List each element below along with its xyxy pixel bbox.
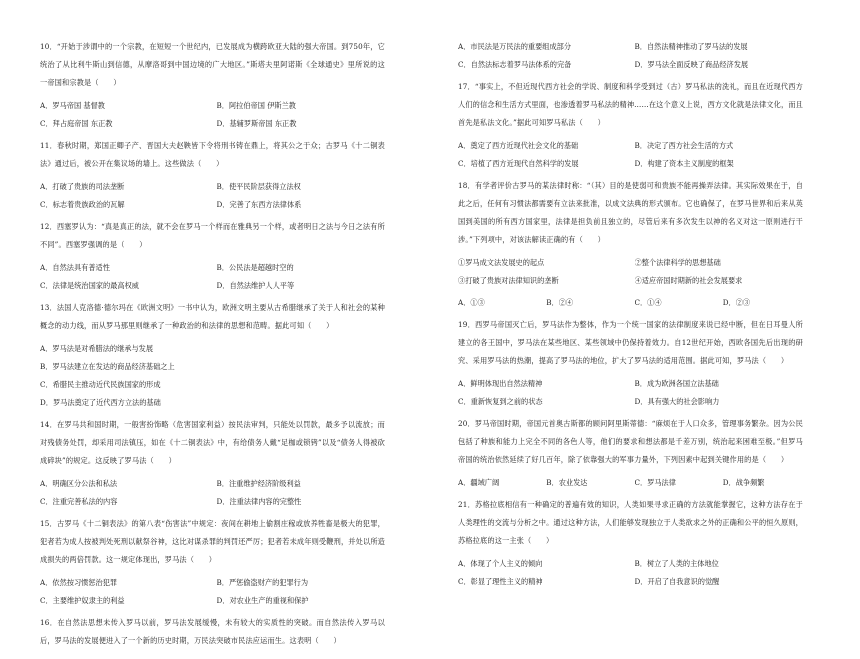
question-q21 <box>458 496 803 595</box>
question-spacer <box>458 591 803 595</box>
question-q14 <box>40 416 385 515</box>
answer-option[interactable]: A．自然法具有普适性 <box>40 263 110 272</box>
question-stem: 12．西塞罗认为：“真是真正的法，就不会在罗马一个样而在雅典另一个样，或者明日之法与今日之法有所不同”。西塞罗强调的是（ ） <box>40 222 385 249</box>
option-list <box>458 555 803 591</box>
answer-option[interactable]: D．构建了资本主义制度的框架 <box>634 159 734 168</box>
left-column <box>40 38 385 659</box>
answer-option[interactable]: D．罗马法奠定了近代西方立法的基础 <box>40 398 161 407</box>
question-stem: 17．“事实上，不但近现代西方社会的学说、制度和科学受到过（古）罗马私法的洗礼，而且在近现代西方人们的信念和生活方式里面，也渗透着罗马私法的精神……在这个意义上说，西方文化就是法律文化，而且首先是私法文化。”据此可知罗马私法（ ） <box>458 82 803 127</box>
answer-option[interactable]: D．罗马法全面反映了商品经济发展 <box>634 60 749 69</box>
question-stem: 10．“开始于涉谓中的一个宗教，在短短一个世纪内，已发展成为横跨欧亚大陆的强大帝国。到750年，它统治了从比利牛斯山到信德，从摩洛哥到中国边境的广大地区。”斯塔夫里阿诺斯《全球通史》里所说的这一帝国和宗教是（ ） <box>40 42 385 87</box>
answer-option[interactable]: A．奠定了西方近现代社会文化的基础 <box>458 141 579 150</box>
question-q17 <box>458 78 803 177</box>
question-stem: 20．罗马帝国时期，帝国元首奥古斯都的顾问阿里斯蒂德：“麻烦在于人口众多，管理事务繁杂。因为公民包括了种族和能力上完全不同的各色人等，他们的要求和想法都是千差万别，统治起来困难至极。”但罗马帝国的统治依然延续了好几百年，除了依靠强大的军事力量外，下列因素中起到关键作用的是（ ） <box>458 419 803 464</box>
question-spacer <box>40 655 385 659</box>
question-stem: 21．苏格拉底相信有一种确定的普遍有效的知识，人类如果寻求正确的方法就能掌握它，这种方法存在于人类理性的交流与分析之中。通过这种方法，人们能够发现独立于人类欲求之外的正确和公平的恒久原则，苏格拉底的这一主张（ ） <box>458 500 803 545</box>
answer-option[interactable]: D．战争频繁 <box>722 478 765 487</box>
answer-option[interactable]: ②整个法律科学的思想基础 <box>634 258 721 267</box>
answer-option[interactable]: B．罗马法建立在发达的商品经济基础之上 <box>40 362 175 371</box>
answer-option[interactable]: A．打破了贵族的司法垄断 <box>40 182 125 191</box>
answer-option[interactable]: C．拜占庭帝国 东正教 <box>40 119 113 128</box>
answer-option[interactable]: B．②④ <box>546 298 574 307</box>
question-q18-choices <box>458 294 803 316</box>
answer-option[interactable]: A．鲜明体现出自然法精神 <box>458 379 543 388</box>
answer-option[interactable]: C．标志着贵族政治的瓦解 <box>40 200 125 209</box>
answer-option[interactable]: D．完善了东西方法律体系 <box>216 200 302 209</box>
option-list <box>40 97 385 133</box>
answer-option[interactable]: B．使平民阶层获得立法权 <box>216 182 301 191</box>
question-q19 <box>458 316 803 415</box>
answer-option[interactable]: C．罗马法律 <box>634 478 676 487</box>
option-list <box>40 574 385 610</box>
question-q11 <box>40 137 385 218</box>
question-q20 <box>458 415 803 496</box>
answer-option[interactable]: C．彰显了理性主义的精神 <box>458 577 543 586</box>
answer-option[interactable]: A．疆域广阔 <box>458 478 500 487</box>
question-stem: 16．在自然法思想未传入罗马以前，罗马法发展缓慢，未有较大的实质性的突破。而自然法传入罗马以后，罗马法的发展便进入了一个新的历史时期，万民法突破市民法应运而生。这表明（ ） <box>40 618 385 645</box>
question-stem: 15．古罗马《十二铜表法》的第八表“伤害法”中规定：夜间在耕地上偷割庄稼或放养牲畜是极大的犯罪，犯者若为成人按被判处死刑以献祭谷神，这比对谋杀罪的判罚还严厉；犯者若未成年则受鞭刑，并处以所造成损失的两倍罚款。这一规定体现出，罗马法（ ） <box>40 519 385 564</box>
answer-option[interactable]: A．①③ <box>458 298 485 307</box>
option-list <box>40 259 385 295</box>
option-list <box>458 254 803 290</box>
option-list <box>40 475 385 511</box>
answer-option[interactable]: ③打破了贵族对法律知识的垄断 <box>458 276 559 285</box>
option-list <box>40 340 385 412</box>
answer-option[interactable]: A．罗马帝国 基督教 <box>40 101 105 110</box>
answer-option[interactable]: D．注重法律内容的完整性 <box>216 497 302 506</box>
answer-option[interactable]: B．树立了人类的主体地位 <box>634 559 719 568</box>
answer-option[interactable]: C．①④ <box>634 298 662 307</box>
answer-option[interactable]: B．公民法是超越时空的 <box>216 263 294 272</box>
question-q18 <box>458 177 803 294</box>
question-stem: 14．在罗马共和国时期，一般害扮饰略（危害国家利益）按民法审判，只能处以罚款，最多予以流放；而对残债务处罚，却采用司法镇压，如在《十二铜表法》中，有给债务人戴“足枷或锁铐”以及“债务人得被砍成碎块”的规定。这反映了罗马法（ ） <box>40 420 385 465</box>
option-list <box>458 474 803 492</box>
answer-option[interactable]: B．农业发达 <box>546 478 588 487</box>
answer-option[interactable]: D．②③ <box>722 298 751 307</box>
answer-option[interactable]: C．重新恢复到之前的状态 <box>458 397 543 406</box>
answer-option[interactable]: D．基辅罗斯帝国 东正教 <box>216 119 297 128</box>
answer-option[interactable]: A．依然按习惯惩治犯罪 <box>40 578 118 587</box>
question-stem: 11．春秋时期，郑国正卿子产、晋国大夫赵鞅皆下令将刑书铸在鼎上，将其公之于众；古罗马《十二铜表法》通过后，被公开在集议场的墙上。这些做法（ ） <box>40 141 385 168</box>
answer-option[interactable]: C．自然法标志着罗马法体系的完备 <box>458 60 572 69</box>
question-stem: 19．西罗马帝国灭亡后，罗马法作为整体，作为一个统一国家的法律制度来说已经中断，但在日耳曼人所建立的各王国中，罗马法在某些地区、某些领域中仍保持着效力。自12世纪开始，西欧各国先后出现的研究、采用罗马法的热潮，提高了罗马法的地位，扩大了罗马法的适用范围。据此可知，罗马法（ ） <box>458 320 803 365</box>
question-q15 <box>40 515 385 614</box>
question-q13 <box>40 299 385 416</box>
question-stem: 13．法国人克洛德·德尔玛在《欧洲文明》一书中认为，欧洲文明主要从古希腊继承了关于人和社会的某种概念的动力线，而从罗马那里则继承了一种政治的和法律的思想和范畴。据此可知（ ） <box>40 303 385 330</box>
answer-option[interactable]: B．严惩偷盗财产的犯罪行为 <box>216 578 309 587</box>
option-list <box>458 137 803 173</box>
option-list <box>40 178 385 214</box>
answer-option[interactable]: A．明确区分公法和私法 <box>40 479 118 488</box>
answer-option[interactable]: C．注重完善私法的内容 <box>40 497 118 506</box>
answer-option[interactable]: B．阿拉伯帝国 伊斯兰教 <box>216 101 296 110</box>
option-list <box>458 294 803 312</box>
answer-option[interactable]: A．罗马法是对希腊法的继承与发展 <box>40 344 154 353</box>
answer-option[interactable]: ①罗马成文法发展史的起点 <box>458 258 545 267</box>
answer-option[interactable]: C．主要维护奴隶主的利益 <box>40 596 125 605</box>
option-list <box>458 38 803 74</box>
answer-option[interactable]: B．决定了西方社会生活的方式 <box>634 141 734 150</box>
answer-option[interactable]: C．希腊民主推动近代民族国家的形成 <box>40 380 161 389</box>
question-q10 <box>40 38 385 137</box>
answer-option[interactable]: D．对农业生产的重视和保护 <box>216 596 309 605</box>
question-stem: 18．有学者评价古罗马的某法律时称：“（其）目的是使弱可和贵族不能再操弄法律。其实际效果在于，自此之后，任何有习惯法都需要有立法来批准，以成文法典的形式颁布。它也确保了，在罗马世界和后来从英国到美国的所有西方国家里，法律是担负前且独立的，尽管后来有多次发生以神的名义对这一原则进行干涉。”下列项中，对该法解读正确的有（ ） <box>458 181 803 244</box>
answer-option[interactable]: C．法律是统治国家的最高权威 <box>40 281 139 290</box>
answer-option[interactable]: C．培植了西方近现代自然科学的发展 <box>458 159 579 168</box>
question-q12 <box>40 218 385 299</box>
answer-option[interactable]: D．具有强大的社会影响力 <box>634 397 720 406</box>
answer-option[interactable]: ④适应帝国时期新的社会发展要求 <box>634 276 743 285</box>
option-list <box>458 375 803 411</box>
answer-option[interactable]: B．自然法精神推动了罗马法的发展 <box>634 42 748 51</box>
answer-option[interactable]: D．自然法维护人人平等 <box>216 281 295 290</box>
answer-option[interactable]: B．注重维护经济阶级利益 <box>216 479 301 488</box>
answer-option[interactable]: A．市民法是万民法的重要组成部分 <box>458 42 572 51</box>
answer-option[interactable]: A．体现了个人主义的倾向 <box>458 559 543 568</box>
right-column <box>458 38 803 595</box>
question-q16-options <box>458 38 803 78</box>
answer-option[interactable]: D．开启了自我意识的觉醒 <box>634 577 720 586</box>
question-q16 <box>40 614 385 659</box>
answer-option[interactable]: B．成为欧洲各国立法基础 <box>634 379 719 388</box>
